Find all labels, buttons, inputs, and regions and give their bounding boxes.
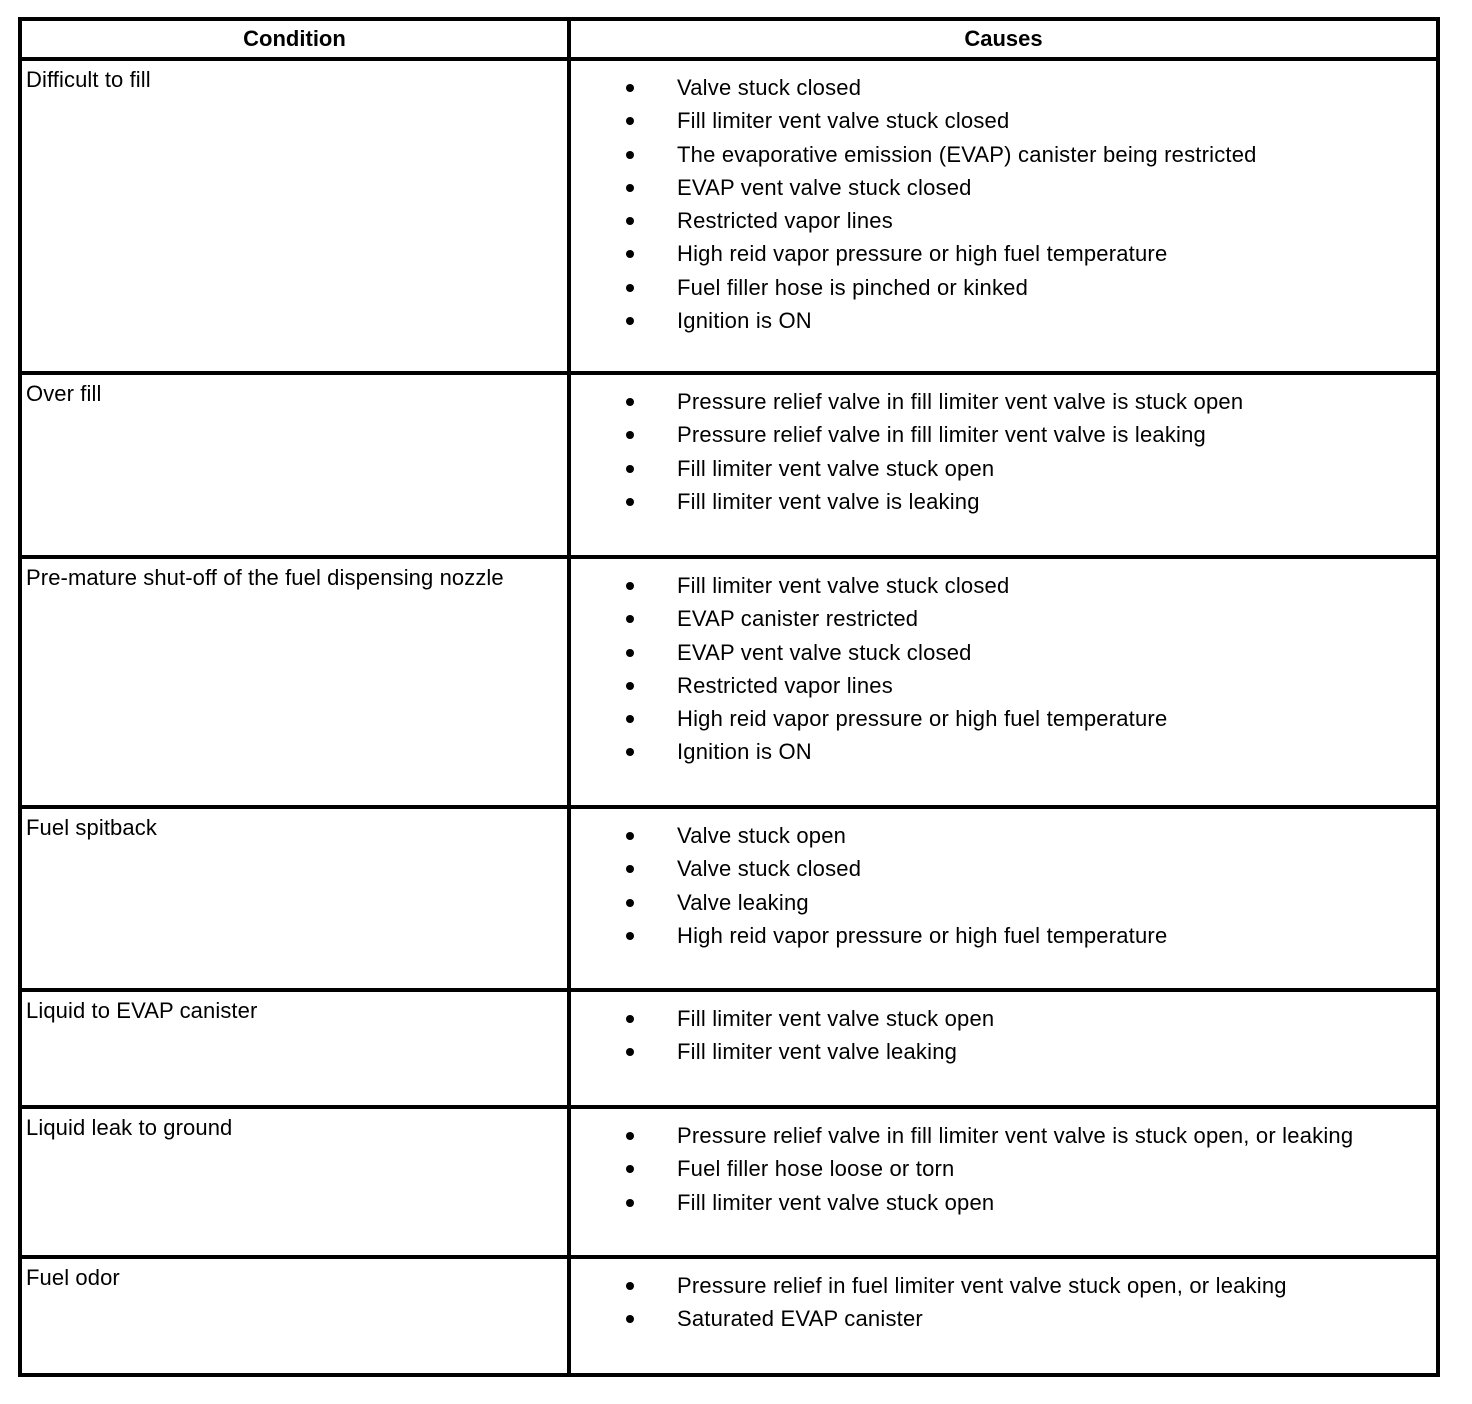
cause-item [571, 1269, 1436, 1302]
cause-text: EVAP vent valve stuck closed [677, 639, 972, 665]
cause-text: Fill limiter vent valve stuck open [677, 1189, 995, 1215]
bullet-icon [626, 431, 634, 439]
bullet-icon [626, 1199, 634, 1207]
cause-item [571, 702, 1436, 735]
cause-item [571, 237, 1436, 270]
cause-text: Fill limiter vent valve is leaking [677, 488, 980, 514]
causes-cell [569, 1257, 1438, 1375]
cause-item [571, 452, 1436, 485]
condition-text: Liquid to EVAP canister [26, 998, 258, 1023]
bullet-icon [626, 1015, 634, 1023]
cause-item [571, 886, 1436, 919]
condition-cell [20, 1257, 569, 1375]
bullet-icon [626, 682, 634, 690]
causes-list [571, 809, 1436, 952]
cause-item [571, 1035, 1436, 1068]
causes-list [571, 559, 1436, 769]
cause-item [571, 919, 1436, 952]
bullet-icon [626, 184, 634, 192]
cause-text: High reid vapor pressure or high fuel temperature [677, 706, 1168, 732]
cause-item [571, 1119, 1436, 1152]
cause-text: Valve leaking [677, 889, 809, 915]
bullet-icon [626, 865, 634, 873]
table-row [20, 557, 1438, 807]
cause-item [571, 485, 1436, 518]
condition-text: Difficult to fill [26, 67, 151, 92]
diagnosis-table [18, 17, 1440, 1377]
cause-text: Pressure relief valve in fill limiter vent valve is stuck open [677, 389, 1244, 414]
causes-cell [569, 807, 1438, 990]
condition-cell [20, 990, 569, 1107]
bullet-icon [626, 1315, 634, 1323]
cause-item [571, 636, 1436, 669]
condition-text: Fuel odor [26, 1265, 120, 1290]
cause-text: Fill limiter vent valve stuck open [677, 455, 995, 481]
cause-item [571, 735, 1436, 768]
cause-item [571, 1302, 1436, 1335]
cause-item [571, 602, 1436, 635]
bullet-icon [626, 84, 634, 92]
bullet-icon [626, 582, 634, 590]
cause-text: Pressure relief valve in fill limiter vent valve is leaking [677, 422, 1206, 448]
bullet-icon [626, 649, 634, 657]
bullet-icon [626, 899, 634, 907]
condition-text: Over fill [26, 381, 102, 406]
cause-text: High reid vapor pressure or high fuel temperature [677, 241, 1168, 267]
cause-text: Ignition is ON [677, 308, 812, 334]
causes-list [571, 1109, 1436, 1219]
condition-text: Pre-mature shut-off of the fuel dispensing nozzle [26, 565, 504, 590]
bullet-icon [626, 151, 634, 159]
cause-item [571, 171, 1436, 204]
bullet-icon [626, 117, 634, 125]
causes-cell [569, 373, 1438, 557]
bullet-icon [626, 465, 634, 473]
cause-text: Restricted vapor lines [677, 208, 893, 234]
cause-text: Valve stuck open [677, 823, 847, 848]
cause-text: Ignition is ON [677, 739, 812, 765]
bullet-icon [626, 398, 634, 406]
table-row [20, 990, 1438, 1107]
causes-cell [569, 59, 1438, 373]
table-row [20, 373, 1438, 557]
cause-item [571, 569, 1436, 602]
cause-item [571, 204, 1436, 237]
cause-item [571, 852, 1436, 885]
cause-text: Fill limiter vent valve stuck closed [677, 108, 1010, 134]
cause-item [571, 304, 1436, 337]
cause-text: Pressure relief in fuel limiter vent valve stuck open, or leaking [677, 1273, 1287, 1298]
bullet-icon [626, 1282, 634, 1290]
cause-text: High reid vapor pressure or high fuel temperature [677, 922, 1168, 948]
bullet-icon [626, 715, 634, 723]
cause-item [571, 1186, 1436, 1219]
cause-text: Fill limiter vent valve stuck closed [677, 573, 1010, 598]
causes-list [571, 1259, 1436, 1336]
cause-text: Pressure relief valve in fill limiter vent valve is stuck open, or leaking [677, 1123, 1354, 1148]
table-row [20, 807, 1438, 990]
bullet-icon [626, 1132, 634, 1140]
cause-text: Restricted vapor lines [677, 672, 893, 698]
bullet-icon [626, 615, 634, 623]
cause-text: Fuel filler hose is pinched or kinked [677, 274, 1029, 300]
cause-item [571, 104, 1436, 137]
cause-text: Fuel filler hose loose or torn [677, 1156, 955, 1182]
causes-list [571, 61, 1436, 337]
bullet-icon [626, 498, 634, 506]
bullet-icon [626, 1165, 634, 1173]
table-row [20, 59, 1438, 373]
cause-text: Saturated EVAP canister [677, 1306, 923, 1332]
causes-cell [569, 1107, 1438, 1257]
cause-text: Valve stuck closed [677, 75, 862, 100]
cause-item [571, 138, 1436, 171]
causes-cell [569, 557, 1438, 807]
bullet-icon [626, 832, 634, 840]
causes-list [571, 375, 1436, 518]
cause-text: The evaporative emission (EVAP) canister being restricted [677, 141, 1257, 167]
bullet-icon [626, 1048, 634, 1056]
bullet-icon [626, 748, 634, 756]
cause-item [571, 1152, 1436, 1185]
cause-item [571, 669, 1436, 702]
cause-item [571, 271, 1436, 304]
condition-text: Liquid leak to ground [26, 1115, 233, 1140]
header-row [20, 19, 1438, 59]
cause-text: Valve stuck closed [677, 856, 862, 882]
causes-list [571, 992, 1436, 1069]
cause-text: EVAP canister restricted [677, 606, 919, 632]
condition-cell [20, 807, 569, 990]
cause-item [571, 71, 1436, 104]
table-row [20, 1257, 1438, 1375]
cause-item [571, 819, 1436, 852]
causes-header: Causes [569, 19, 1438, 59]
cause-text: Fill limiter vent valve stuck open [677, 1006, 995, 1031]
condition-cell [20, 373, 569, 557]
bullet-icon [626, 932, 634, 940]
condition-cell [20, 59, 569, 373]
causes-cell [569, 990, 1438, 1107]
cause-text: Fill limiter vent valve leaking [677, 1039, 958, 1065]
cause-item [571, 418, 1436, 451]
bullet-icon [626, 217, 634, 225]
condition-cell [20, 557, 569, 807]
cause-item [571, 1002, 1436, 1035]
condition-cell [20, 1107, 569, 1257]
condition-header: Condition [20, 19, 569, 59]
bullet-icon [626, 284, 634, 292]
table-row [20, 1107, 1438, 1257]
cause-text: EVAP vent valve stuck closed [677, 174, 972, 200]
bullet-icon [626, 317, 634, 325]
condition-text: Fuel spitback [26, 815, 157, 840]
bullet-icon [626, 250, 634, 258]
cause-item [571, 385, 1436, 418]
